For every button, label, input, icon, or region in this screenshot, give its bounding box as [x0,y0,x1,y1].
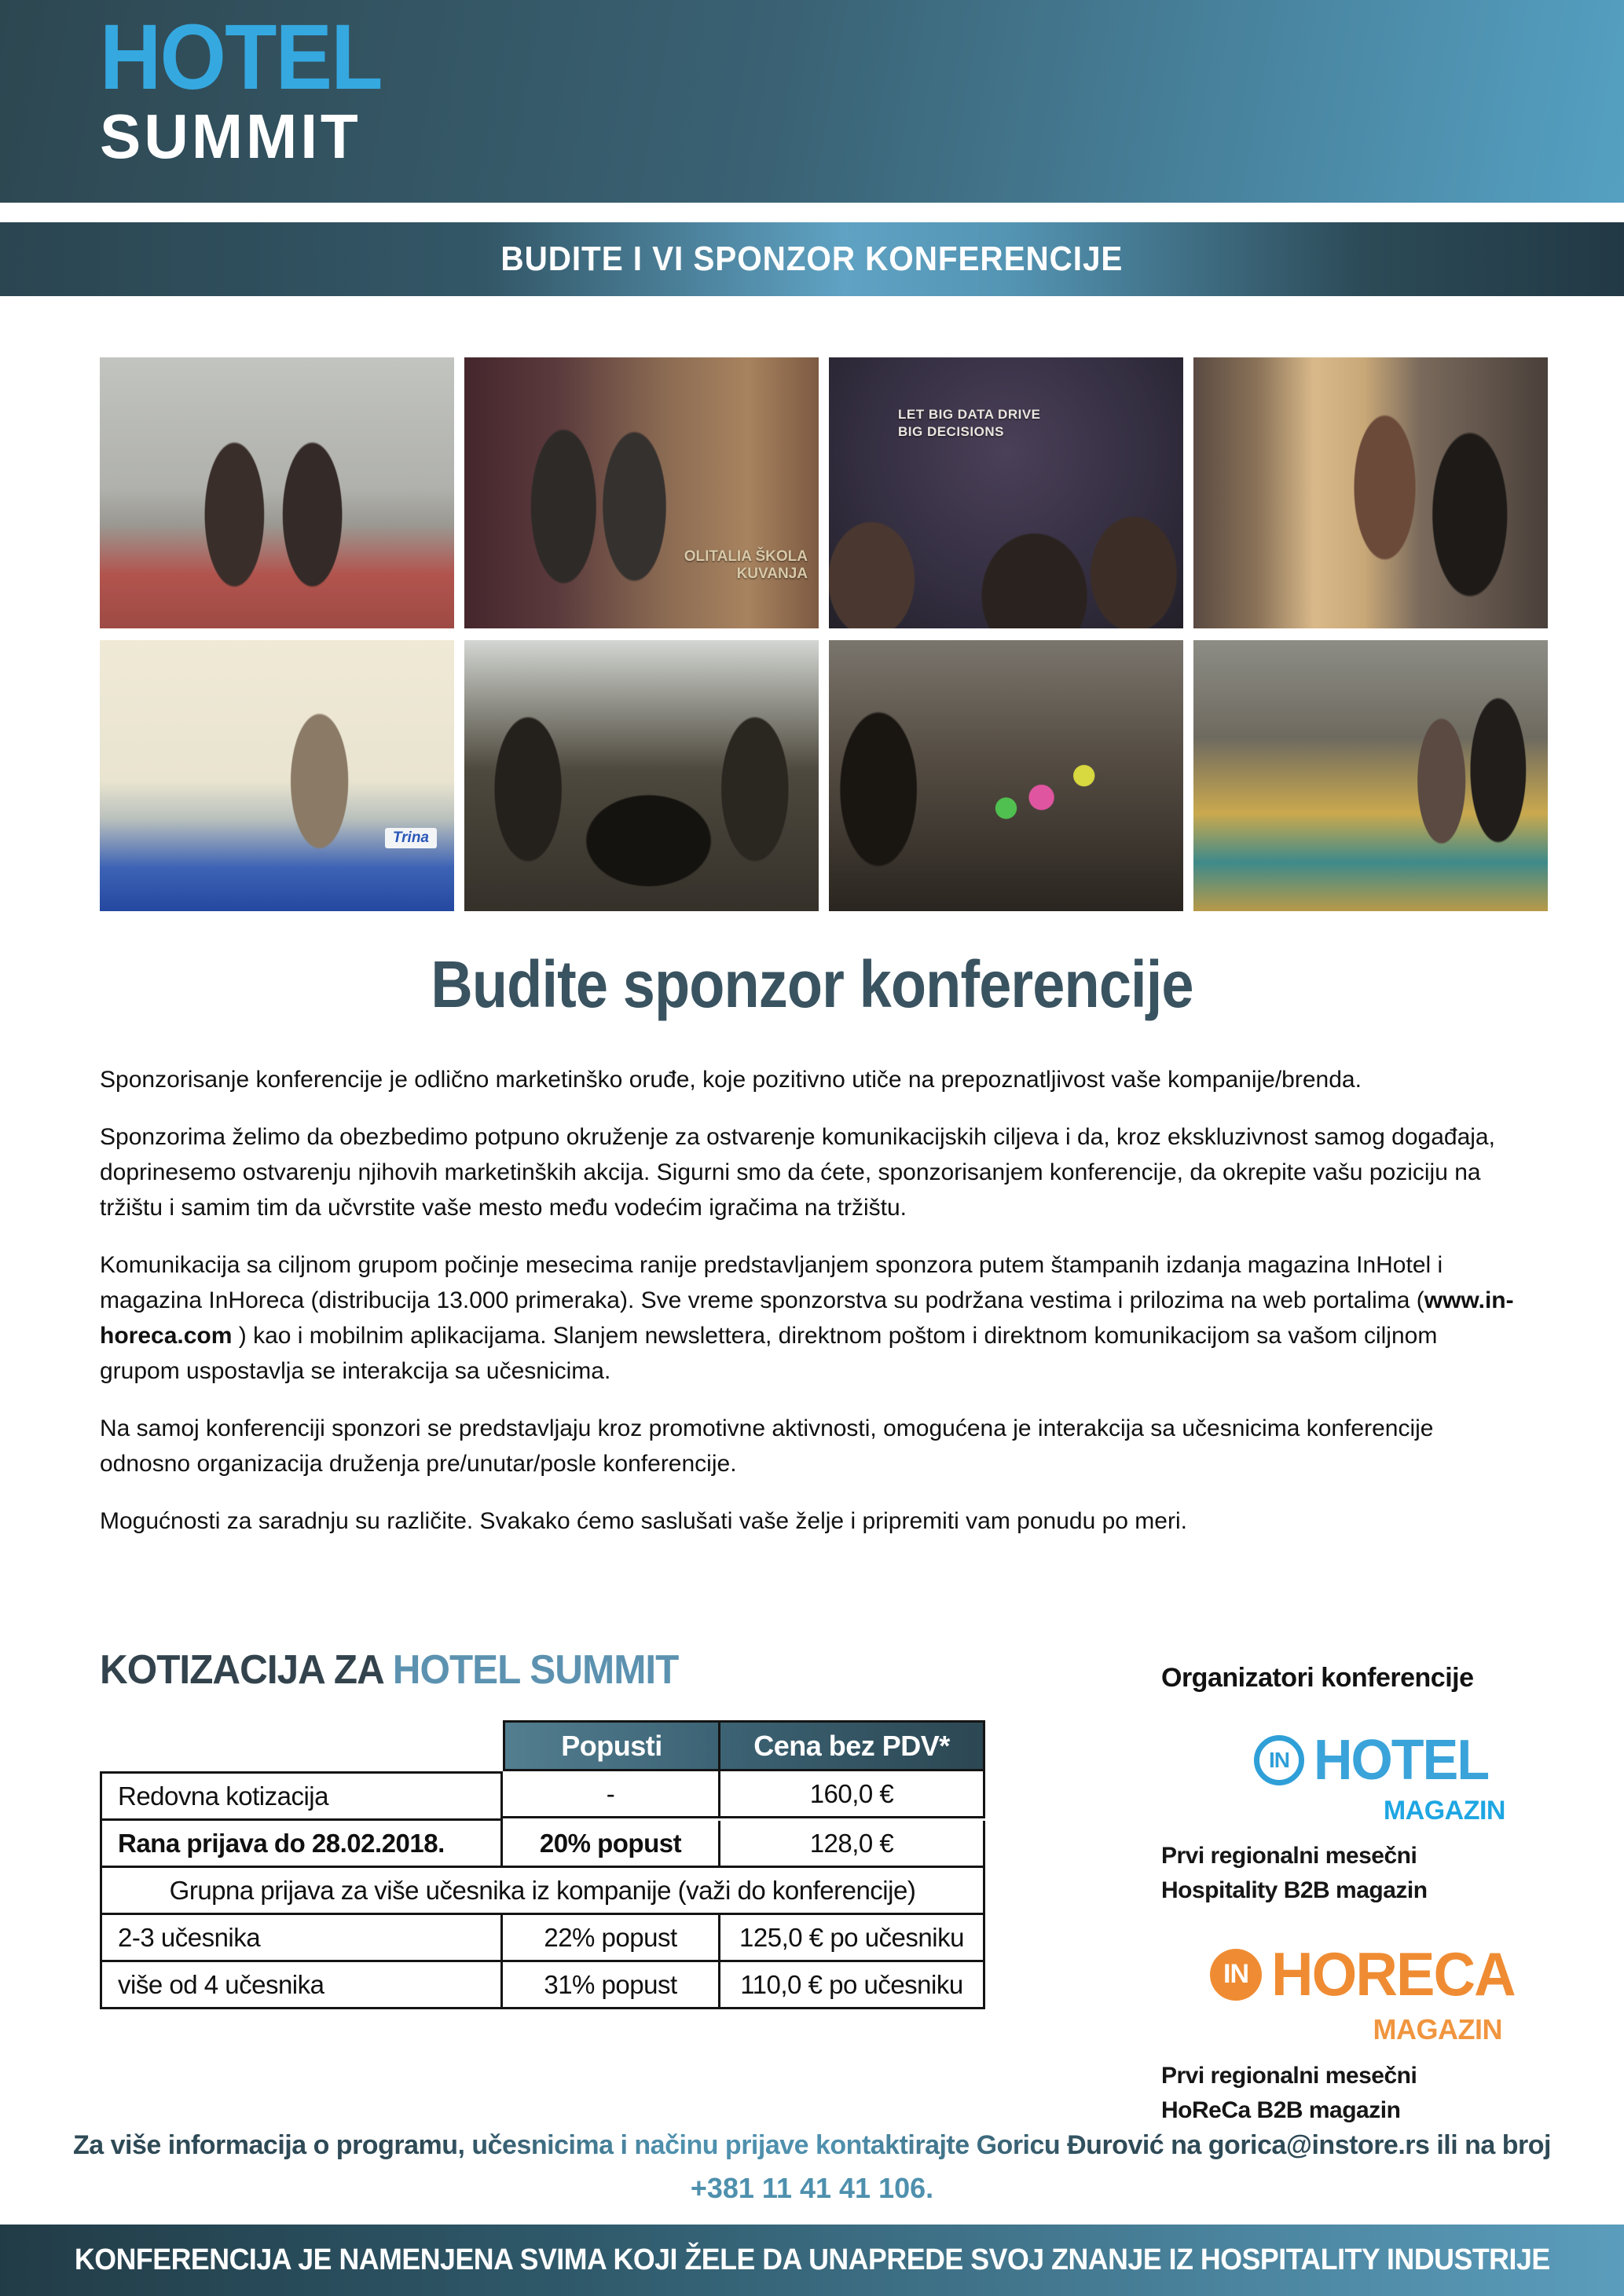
inhotel-desc-line1: Prvi regionalni mesečni [1161,1843,1417,1869]
pricing-table [100,1720,986,2009]
footer-banner [0,2225,1624,2296]
table-row-4plus-price: 110,0 € po učesniku [720,1962,985,2009]
footer-banner-text: KONFERENCIJA JE NAMENJENA SVIMA KOJI ŽELE DA UNAPREDE SVOJ ZNANJE IZ HOSPITALITY INDUSTRIJE [74,2243,1550,2276]
table-row-2-3-price: 125,0 € po učesniku [720,1915,985,1962]
inhoreca-in-circle-icon: IN [1210,1949,1262,2001]
paragraph-5: Mogućnosti za saradnju su različite. Svakako ćemo saslušati vaše želje i pripremiti vam ponudu po meri. [100,1508,1187,1534]
paragraph-3-text-after: ) kao i mobilnim aplikacijama. Slanjem newslettera, direktnom poštom i direktnom komunikacijom sa vašom ciljnom grupom uspostavlja se interakcija sa učesnicima. [100,1323,1438,1384]
pricing-title-dark: KOTIZACIJA ZA [100,1647,393,1693]
pricing-header-empty [100,1720,503,1767]
organizers-title: Organizatori konferencije [1161,1663,1474,1693]
conference-photo-7 [829,640,1183,911]
inhotel-in-circle-icon: IN [1254,1735,1304,1785]
table-row-regular-price: 160,0 € [720,1771,985,1818]
logo-word-summit: SUMMIT [100,101,361,171]
in-horeca-url: www.in-horeca.com [100,1287,1514,1349]
paragraph-2: Sponzorima želimo da obezbedimo potpuno okruženje za ostvarenje komunikacijskih ciljeva i da, kroz ekskluzivnost samog događaja, doprinesemo ostvarenju njihovih marketinških akcija. Sigurni smo da ćete, sponzorisanjem konferencije, da okrepite vašu poziciju na tržištu i samim tim da učvrstite vaše mesto među vodećim igračima na tržištu. [100,1124,1495,1221]
conference-photo-grid [100,357,1548,911]
pricing-title-accent: HOTEL SUMMIT [392,1647,679,1693]
table-row-regular-label: Redovna kotizacija [100,1771,503,1821]
conference-photo-8 [1193,640,1548,911]
paragraph-4: Na samoj konferenciji sponzori se predstavljaju kroz promotivne aktivnosti, omogućena je interakcija sa učesnicima konferencije odnosno organizacija druženja pre/unutar/posle konferencije. [100,1415,1434,1477]
pricing-header-cena: Cena bez PDV* [720,1720,985,1771]
table-row-group-header: Grupna prijava za više učesnika iz kompanije (važi do konferencije) [100,1868,985,1915]
inhoreca-desc-line2: HoReCa B2B magazin [1161,2096,1401,2123]
page-title: Budite sponzor konferencije [431,947,1193,1021]
organizers-section [1161,1663,1554,2127]
inhoreca-desc-line1: Prvi regionalni mesečni [1161,2063,1417,2089]
paragraph-3-text: Komunikacija sa ciljnom grupom počinje mesecima ranije predstavljanjem sponzora putem štampanih izdanja magazina InHotel i magazina InHoreca (distribucija 13.000 primeraka). Sve vreme sponzorstva su podržana vestima i prilozima na web portalima ( [100,1252,1443,1313]
photo-3-caption: LET BIG DATA DRIVE BIG DECISIONS [898,407,1041,440]
conference-photo-5 [100,640,454,911]
paragraph-3 [100,1247,1516,1389]
intro-paragraphs [100,1062,1516,1561]
contact-section [0,2130,1624,2205]
photo-2-caption: OLITALIA ŠKOLA KUVANJA [684,548,808,582]
inhotel-logo [1254,1728,1505,1792]
logo-word-hotel: HOTEL [100,5,382,109]
inhoreca-magazin-label: MAGAZIN [1373,2013,1502,2045]
inhotel-magazin-label: MAGAZIN [1383,1796,1505,1825]
table-row-early-discount: 20% popust [503,1821,720,1868]
table-row-4plus-label: više od 4 učesnika [100,1962,503,2009]
table-row-early-label: Rana prijava do 28.02.2018. [100,1821,503,1868]
table-row-early-price: 128,0 € [720,1821,985,1868]
header [0,0,1624,203]
table-row-4plus-discount: 31% popust [503,1962,720,2009]
paragraph-1: Sponzorisanje konferencije je odlično marketinško oruđe, koje pozitivno utiče na prepoznatljivost vaše kompanije/brenda. [100,1067,1362,1093]
pricing-header-popusti: Popusti [503,1720,720,1771]
sponsor-banner-text: BUDITE I VI SPONZOR KONFERENCIJE [500,240,1124,278]
sponsor-banner [0,222,1624,296]
conference-photo-4 [1193,357,1548,628]
conference-photo-6 [464,640,819,911]
inhoreca-name: HORECA [1271,1939,1515,2009]
pricing-title [100,1646,942,1694]
table-row-regular-discount: - [503,1771,720,1818]
conference-photo-2 [464,357,819,628]
conference-photo-3 [829,357,1183,628]
inhoreca-description [1161,2059,1554,2127]
contact-info-line: Za više informacija o programu, učesnicima i načinu prijave kontaktirajte Goricu Đurović na gorica@instore.rs ili na broj [73,2130,1551,2160]
inhotel-description [1161,1839,1554,1907]
photo-5-caption: Trina [385,828,437,848]
inhotel-logo-block [1254,1728,1505,1826]
inhoreca-logo [1210,1939,1515,2010]
inhotel-name: HOTEL [1314,1729,1489,1792]
pricing-section [100,1646,986,2009]
inhotel-desc-line2: Hospitality B2B magazin [1161,1877,1428,1903]
table-row-2-3-discount: 22% popust [503,1915,720,1962]
conference-photo-1 [100,357,454,628]
inhoreca-logo-block [1210,1939,1515,2046]
contact-phone: +381 11 41 41 106. [690,2172,934,2204]
hotel-summit-logo [100,5,406,171]
white-divider-strip [0,203,1624,222]
table-row-2-3-label: 2-3 učesnika [100,1915,503,1962]
